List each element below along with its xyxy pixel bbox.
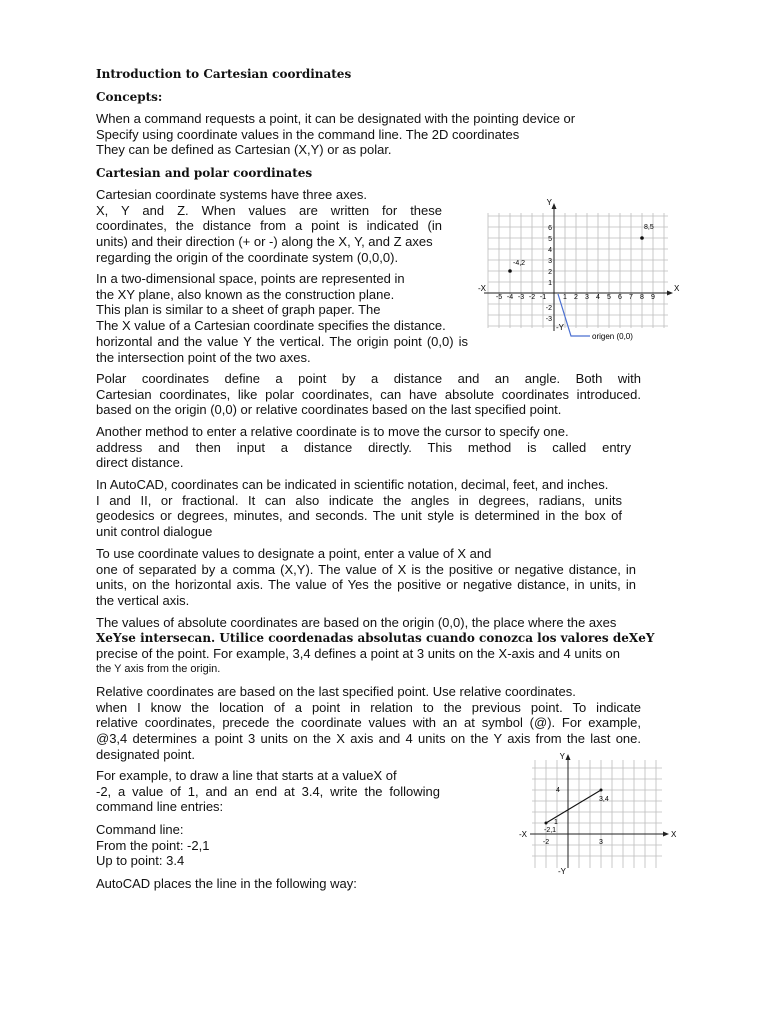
- y-tick-label: 1: [548, 280, 552, 287]
- point-neg4-2: [508, 269, 512, 273]
- text-line: The values of absolute coordinates are based on the origin (0,0), the place where the axes: [96, 615, 617, 630]
- y-tick-label: 4: [556, 787, 560, 794]
- text-line: I and II, or fractional. It can also indicate the angles in degrees, radians, units: [96, 492, 622, 508]
- text-line: coordinates, the distance from a point is indicated (in: [96, 218, 442, 234]
- x-tick-label: 9: [651, 294, 655, 301]
- text-line: Specify using coordinate values in the command line. The 2D coordinates: [96, 126, 520, 142]
- x-axis-label: X: [674, 284, 680, 293]
- y-tick-label: -2: [545, 305, 552, 312]
- x-tick-label: -2: [542, 839, 550, 846]
- text-line: In a two-dimensional space, points are represented in: [96, 271, 405, 286]
- y-tick-label: 2: [548, 269, 552, 276]
- page-title: Introduction to Cartesian coordinates: [96, 67, 352, 81]
- text-line: unit control dialogue: [96, 524, 213, 540]
- y-axis-label: Y: [546, 198, 552, 207]
- point-label: 8,5: [644, 224, 654, 231]
- paragraph-coordinate-values: [96, 546, 636, 609]
- x-tick-label: -5: [495, 294, 503, 301]
- text-line: the XY plane, also known as the construction plane.: [96, 286, 395, 302]
- text-line: the vertical axis.: [96, 593, 190, 609]
- text-line: For example, to draw a line that starts at a valueX of: [96, 768, 397, 783]
- text-line: units, on the horizontal axis. The value of Yes the positive or negative distance, in units, in: [96, 577, 636, 593]
- text-line: direct distance.: [96, 455, 184, 471]
- paragraph-example: [96, 768, 440, 815]
- text-line: Cartesian coordinate systems have three axes.: [96, 187, 367, 202]
- text-line: @3,4 determines a point 3 units on the X axis and 4 units on the Y axis from the last one.: [96, 731, 641, 747]
- drawn-line-segment: [546, 790, 601, 823]
- closing-paragraph: [96, 876, 496, 892]
- x-tick-label: 8: [640, 294, 644, 301]
- text-line: They can be defined as Cartesian (X,Y) or as polar.: [96, 142, 392, 158]
- point-8-5: [640, 236, 644, 240]
- x-tick-label: -1: [539, 294, 547, 301]
- x-tick-label: 7: [629, 294, 633, 301]
- text-line: -2, a value of 1, and an end at 3.4, write the following: [96, 783, 440, 799]
- y-axis-label: Y: [559, 752, 565, 761]
- y-tick-label: 4: [548, 247, 552, 254]
- x-tick-label: 5: [607, 294, 611, 301]
- text-line: Cartesian coordinates, like polar coordinates, can have absolute coordinates introduced.: [96, 386, 641, 402]
- text-line: relative coordinates, precede the coordinate values with an at symbol (@). For example,: [96, 715, 641, 731]
- paragraph-xy-plane: [96, 271, 468, 365]
- text-line: In AutoCAD, coordinates can be indicated in scientific notation, decimal, feet, and inches.: [96, 477, 609, 492]
- x-tick-label: 1: [563, 294, 567, 301]
- cartesian-grid-figure: [478, 196, 678, 344]
- neg-y-axis-label: -Y: [556, 323, 564, 332]
- y-tick-label: 3: [548, 258, 552, 265]
- text-line: horizontal and the value Y the vertical. The origin point (0,0) is: [96, 333, 468, 349]
- paragraph-notation: [96, 477, 622, 540]
- section-heading: Cartesian and polar coordinates: [96, 166, 313, 180]
- text-line: designated point.: [96, 746, 196, 762]
- line-end-point: [600, 789, 603, 792]
- text-line: Relative coordinates are based on the last specified point. Use relative coordinates.: [96, 684, 576, 699]
- paragraph-absolute: [96, 615, 655, 678]
- origin-label: origen (0,0): [592, 332, 633, 341]
- text-line: command line entries:: [96, 799, 224, 815]
- y-tick-label: 5: [548, 236, 552, 243]
- neg-x-axis-label: -X: [478, 284, 486, 293]
- line-start-point: [545, 822, 548, 825]
- text-line: Another method to enter a relative coordinate is to move the cursor to specify one.: [96, 424, 569, 439]
- text-line: precise of the point. For example, 3,4 defines a point at 3 units on the X-axis and 4 units on: [96, 646, 620, 662]
- start-point-label: -2,1: [544, 827, 557, 834]
- text-line: To use coordinate values to designate a point, enter a value of X and: [96, 546, 492, 561]
- command-line: Command line:: [96, 822, 184, 837]
- paragraph-axes: [96, 187, 442, 266]
- text-line: regarding the origin of the coordinate system (0,0,0).: [96, 249, 399, 265]
- x-tick-label: 6: [618, 294, 622, 301]
- command-line: From the point: -2,1: [96, 837, 210, 853]
- paragraph-relative-entry: [96, 424, 631, 471]
- text-line: The X value of a Cartesian coordinate specifies the distance.: [96, 318, 446, 334]
- text-line: based on the origin (0,0) or relative coordinates based on the last specified point.: [96, 402, 562, 418]
- x-tick-label: -2: [528, 294, 536, 301]
- x-tick-label: 4: [596, 294, 600, 301]
- command-line: Up to point: 3.4: [96, 853, 185, 869]
- text-line: XeYse intersecan. Utilice coordenadas absolutas cuando conozca los valores deXeY: [96, 630, 655, 645]
- text-line: X, Y and Z. When values are written for these: [96, 202, 442, 218]
- x-tick-label: -4: [506, 294, 514, 301]
- command-lines: [96, 822, 396, 869]
- x-tick-label: 2: [574, 294, 578, 301]
- x-tick-label: -3: [517, 294, 525, 301]
- concepts-heading: Concepts:: [96, 90, 163, 104]
- x-tick-label: 3: [585, 294, 589, 301]
- paragraph-polar: [96, 371, 641, 418]
- text-line: AutoCAD places the line in the following way:: [96, 876, 357, 891]
- text-line: units) and their direction (+ or -) along the X, Y, and Z axes: [96, 234, 433, 250]
- x-tick-label: 3: [599, 839, 603, 846]
- y-tick-label: 6: [548, 225, 552, 232]
- y-tick-label: -3: [545, 316, 552, 323]
- line-example-figure: [518, 750, 683, 878]
- text-line: the Y axis from the origin.: [96, 663, 221, 676]
- text-line: Polar coordinates define a point by a distance and an angle. Both with: [96, 371, 641, 386]
- point-label: -4,2: [513, 260, 526, 267]
- end-point-label: 3,4: [599, 796, 609, 803]
- y-tick-label: 1: [554, 819, 558, 826]
- intro-paragraph: [96, 111, 616, 158]
- text-line: This plan is similar to a sheet of graph paper. The: [96, 302, 381, 318]
- text-line: one of separated by a comma (X,Y). The value of X is the positive or negative distance, in: [96, 561, 636, 577]
- text-line: address and then input a distance directly. This method is called entry: [96, 439, 631, 455]
- text-line: when I know the location of a point in relation to the previous point. To indicate: [96, 699, 641, 715]
- text-line: the intersection point of the two axes.: [96, 349, 311, 365]
- x-axis-label: X: [671, 830, 677, 839]
- neg-x-axis-label: -X: [519, 830, 527, 839]
- text-line: When a command requests a point, it can be designated with the pointing device or: [96, 111, 576, 126]
- text-line: geodesics or degrees, minutes, and seconds. The unit style is determined in the box of: [96, 508, 622, 524]
- neg-y-axis-label: -Y: [558, 867, 566, 876]
